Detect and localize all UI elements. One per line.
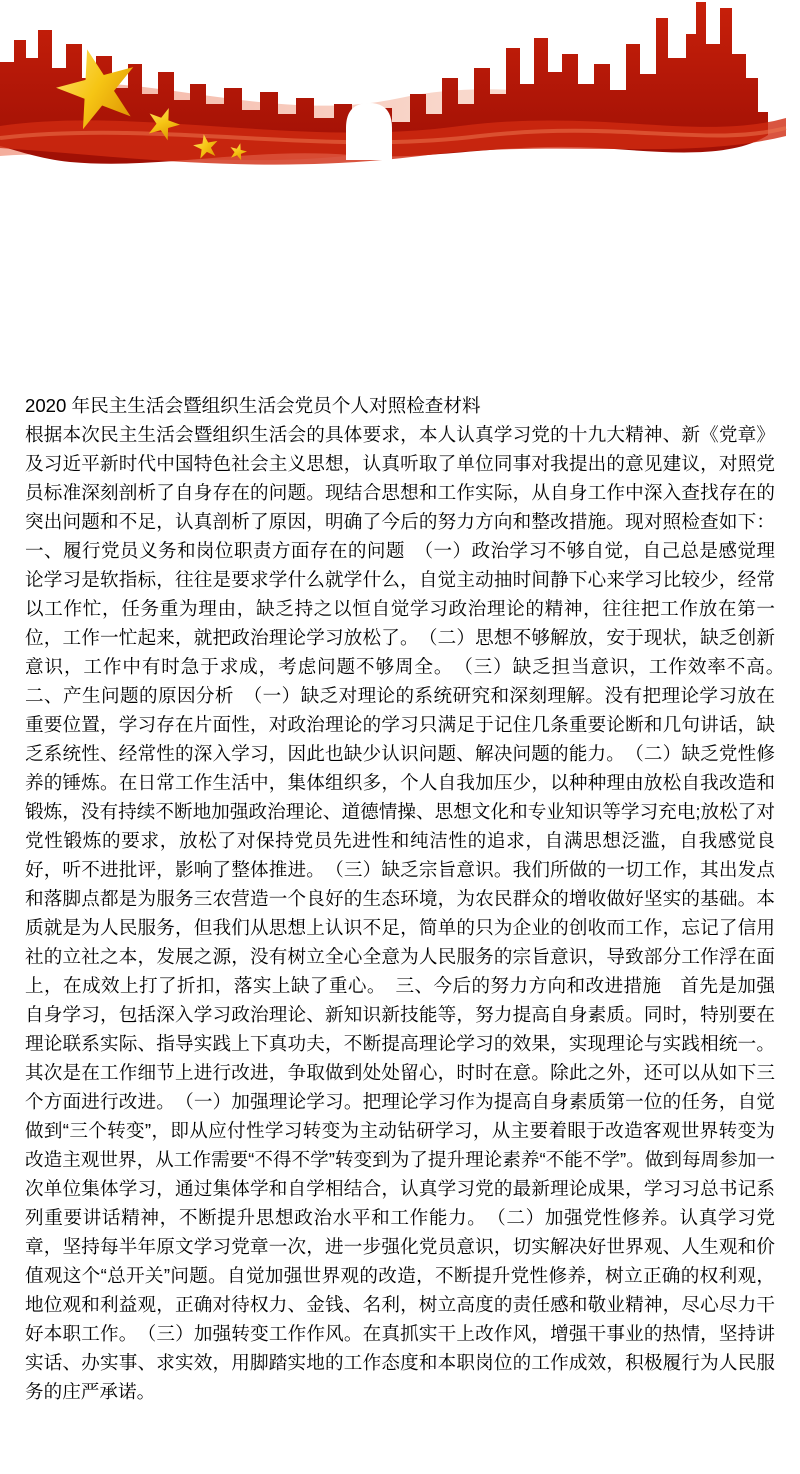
skyline-banner-graphic [0, 0, 800, 175]
document-body: 根据本次民主生活会暨组织生活会的具体要求，本人认真学习党的十九大精神、新《党章》及习近平新时代中国特色社会主义思想，认真听取了单位同事对我提出的意见建议，对照党员标准深刻剖析了自身存在的问题。现结合思想和工作实际，从自身工作中深入查找存在的突出问题和不足，认真剖析了原因，明确了今后的努力方向和整改措施。现对照检查如下：一、履行党员义务和岗位职责方面存在的问题 （一）政治学习不够自觉，自己总是感觉理论学习是软指标，往往是要求学什么就学什么，自觉主动抽时间静下心来学习比较少，经常以工作忙，任务重为理由，缺乏持之以恒自觉学习政治理论的精神，往往把工作放在第一位，工作一忙起来，就把政治理论学习放松了。 （二）思想不够解放，安于现状，缺乏创新意识，工作中有时急于求成，考虑问题不够周全。 （三）缺乏担当意识，工作效率不高。 二、产生问题的原因分析 （一）缺乏对理论的系统研究和深刻理解。没有把理论学习放在重要位置，学习存在片面性，对政治理论的学习只满足于记住几条重要论断和几句讲话，缺乏系统性、经常性的深入学习，因此也缺少认识问题、解决问题的能力。 （二）缺乏党性修养的锤炼。在日常工作生活中，集体组织多，个人自我加压少，以种种理由放松自我改造和锻炼，没有持续不断地加强政治理论、道德情操、思想文化和专业知识等学习充电;放松了对党性锻炼的要求，放松了对保持党员先进性和纯洁性的追求，自满思想泛滥，自我感觉良好，听不进批评，影响了整体推进。 （三）缺乏宗旨意识。我们所做的一切工作，其出发点和落脚点都是为服务三农营造一个良好的生态环境，为农民群众的增收做好坚实的基础。本质就是为人民服务，但我们从思想上认识不足，简单的只为企业的创收而工作，忘记了信用社的立社之本，发展之源，没有树立全心全意为人民服务的宗旨意识，导致部分工作浮在面上，在成效上打了折扣，落实上缺了重心。 三、今后的努力方向和改进措施 首先是加强自身学习，包括深入学习政治理论、新知识新技能等，努力提高自身素质。同时，特别要在理论联系实际、指导实践上下真功夫，不断提高理论学习的效果，实现理论与实践相统一。其次是在工作细节上进行改进，争取做到处处留心，时时在意。除此之外，还可以从如下三个方面进行改进。 （一）加强理论学习。把理论学习作为提高自身素质第一位的任务，自觉做到“三个转变”，即从应付性学习转变为主动钻研学习，从主要着眼于改造客观世界转变为改造主观世界，从工作需要“不得不学”转变到为了提升理论素养“不能不学”。做到每周参加一次单位集体学习，通过集体学和自学相结合，认真学习党的最新理论成果，学习习总书记系列重要讲话精神，不断提升思想政治水平和工作能力。 （二）加强党性修养。认真学习党章，坚持每半年原文学习党章一次，进一步强化党员意识，切实解决好世界观、人生观和价值观这个“总开关”问题。自觉加强世界观的改造，不断提升党性修养，树立正确的权利观，地位观和利益观，正确对待权力、金钱、名利，树立高度的责任感和敬业精神，尽心尽力干好本职工作。 （三）加强转变工作作风。在真抓实干上改作风，增强干事业的热情，坚持讲实话、办实事、求实效，用脚踏实地的工作态度和本职岗位的工作成效，积极履行为人民服务的庄严承诺。 [25, 424, 794, 1402]
header-banner [0, 0, 800, 175]
document-title: 2020 年民主生活会暨组织生活会党员个人对照检查材料 [25, 395, 481, 416]
arch-cutout [346, 103, 392, 160]
document-content [0, 175, 800, 1456]
